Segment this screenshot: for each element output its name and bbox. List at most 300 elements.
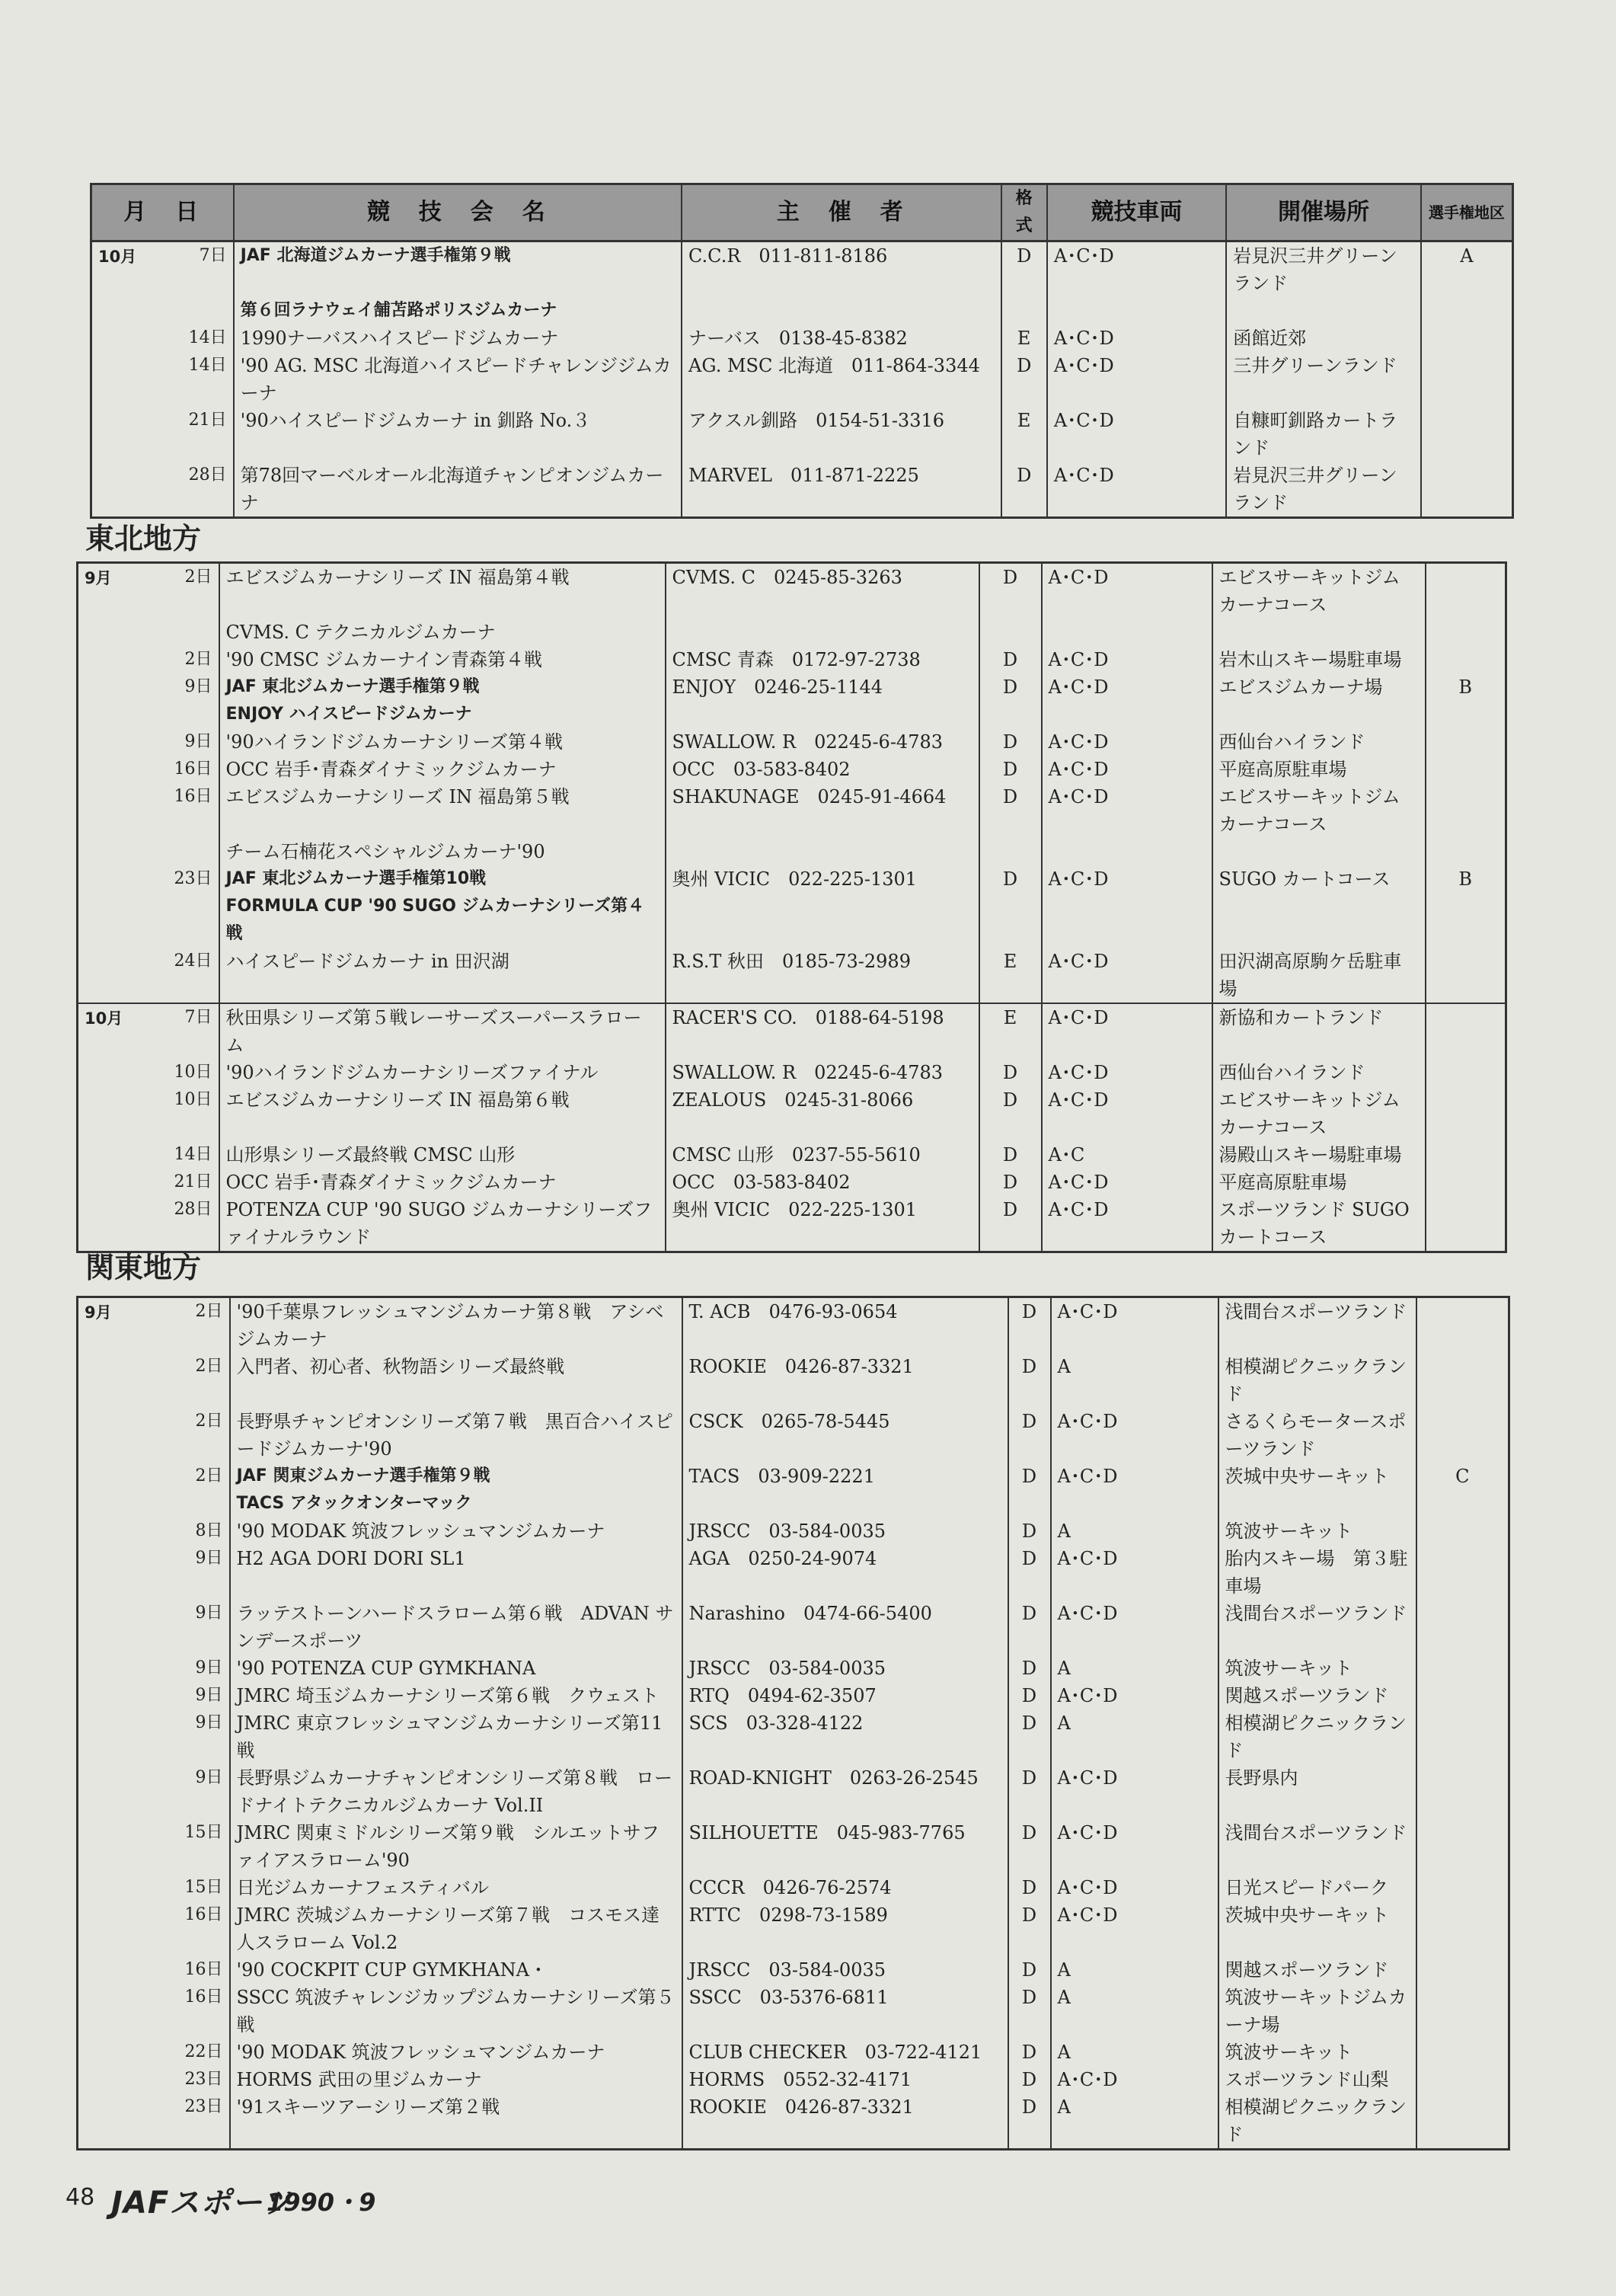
vehicles: A･C･D	[1047, 325, 1226, 352]
event-name: JAF 関東ジムカーナ選手権第９戦	[230, 1463, 682, 1490]
col-venue: 開催場所	[1226, 184, 1421, 241]
vehicles: A･C･D	[1051, 1545, 1218, 1600]
vehicles: A･C･D	[1051, 1901, 1218, 1956]
organizer	[666, 838, 979, 865]
day: 15日	[184, 1823, 223, 1842]
day: 9日	[184, 677, 212, 696]
date-cell	[78, 2039, 230, 2066]
date-cell	[78, 1682, 230, 1709]
organizer: ZEALOUS 0245-31-8066	[666, 1086, 979, 1141]
format: D	[979, 1169, 1042, 1196]
venue: 平庭高原駐車場	[1212, 1169, 1426, 1196]
organizer: MARVEL 011-871-2225	[682, 462, 1001, 518]
date-cell	[78, 1297, 230, 1354]
region	[1426, 701, 1506, 728]
region	[1416, 1490, 1509, 1517]
format: E	[1001, 325, 1047, 352]
organizer: Narashino 0474-66-5400	[682, 1600, 1008, 1655]
venue: 平庭高原駐車場	[1212, 756, 1426, 783]
format: D	[979, 673, 1042, 701]
col-format: 格式	[1001, 184, 1047, 241]
venue: 筑波サーキットジムカーナ場	[1218, 1984, 1416, 2039]
day: 2日	[195, 1357, 223, 1376]
col-region: 選手権地区	[1421, 184, 1513, 241]
region	[1416, 1709, 1509, 1764]
event-name: FORMULA CUP '90 SUGO ジムカーナシリーズ第４戦	[219, 893, 666, 948]
day: 10日	[174, 1063, 212, 1082]
hokkaido-schedule-table	[90, 183, 1514, 519]
venue: エビスサーキットジムカーナコース	[1212, 783, 1426, 838]
event-name: JAF 北海道ジムカーナ選手権第９戦	[234, 241, 682, 298]
vehicles: A･C･D	[1051, 1463, 1218, 1490]
event-name: ENJOY ハイスピードジムカーナ	[219, 701, 666, 728]
table-row	[91, 407, 1513, 462]
region	[1421, 297, 1513, 325]
vehicles: A	[1051, 1956, 1218, 1984]
event-name: チーム石楠花スペシャルジムカーナ'90	[219, 838, 666, 865]
vehicles: A･C･D	[1051, 2066, 1218, 2093]
venue	[1226, 297, 1421, 325]
event-name: ラッテストーンハードスラローム第６戦 ADVAN サンデースポーツ	[230, 1600, 682, 1655]
table-row	[78, 563, 1506, 619]
format	[979, 619, 1042, 646]
venue: 岩見沢三井グリーンランド	[1226, 462, 1421, 518]
vehicles: A･C･D	[1042, 756, 1212, 783]
event-name: エビスジムカーナシリーズ IN 福島第５戦	[219, 783, 666, 838]
event-name: JMRC 東京フレッシュマンジムカーナシリーズ第11戦	[230, 1709, 682, 1764]
vehicles: A･C･D	[1047, 462, 1226, 518]
date-cell	[78, 1764, 230, 1819]
vehicles: A･C･D	[1042, 948, 1212, 1003]
day: 9日	[195, 1686, 223, 1705]
vehicles: A	[1051, 1655, 1218, 1682]
day: 10日	[174, 1090, 212, 1109]
venue: 相模湖ピクニックランド	[1218, 2093, 1416, 2150]
venue: 相模湖ピクニックランド	[1218, 1709, 1416, 1764]
format: D	[1008, 2039, 1051, 2066]
region	[1416, 1408, 1509, 1463]
region	[1416, 2093, 1509, 2150]
table-row	[78, 1463, 1509, 1490]
day: 23日	[174, 869, 212, 888]
region: A	[1421, 241, 1513, 298]
format: D	[979, 756, 1042, 783]
region	[1426, 1196, 1506, 1252]
format: D	[1008, 1297, 1051, 1354]
format: D	[1008, 1874, 1051, 1901]
vehicles	[1051, 1490, 1218, 1517]
day: 2日	[195, 1412, 223, 1431]
organizer: 奥州 VICIC 022-225-1301	[666, 1196, 979, 1252]
format: D	[1008, 1984, 1051, 2039]
format: D	[1001, 352, 1047, 407]
region: B	[1426, 865, 1506, 893]
date-cell	[78, 1655, 230, 1682]
venue: エビスジムカーナ場	[1212, 673, 1426, 701]
table-row	[78, 1141, 1506, 1169]
table-row	[78, 1600, 1509, 1655]
region	[1426, 728, 1506, 756]
vehicles	[1042, 701, 1212, 728]
format: D	[979, 1059, 1042, 1086]
date-cell	[78, 1059, 219, 1086]
table-row	[78, 1517, 1509, 1545]
table-row	[78, 1819, 1509, 1874]
format: D	[1008, 1517, 1051, 1545]
table-row	[78, 1682, 1509, 1709]
region	[1426, 1141, 1506, 1169]
venue: 茨城中央サーキット	[1218, 1463, 1416, 1490]
format: D	[1008, 1956, 1051, 1984]
day: 21日	[188, 411, 227, 430]
venue: 田沢湖高原駒ケ岳駐車場	[1212, 948, 1426, 1003]
table-row	[91, 325, 1513, 352]
tohoku-schedule-table	[76, 561, 1507, 1253]
organizer	[666, 893, 979, 948]
day: 9日	[184, 732, 212, 751]
day: 9日	[195, 1658, 223, 1677]
organizer: SWALLOW. R 02245-6-4783	[666, 1059, 979, 1086]
day: 16日	[184, 1905, 223, 1924]
venue: エビスサーキットジムカーナコース	[1212, 563, 1426, 619]
date-cell	[78, 893, 219, 948]
table-row	[78, 2066, 1509, 2093]
vehicles: A	[1051, 2093, 1218, 2150]
format: D	[979, 1196, 1042, 1252]
date-cell	[78, 1353, 230, 1408]
region	[1426, 948, 1506, 1003]
date-cell	[91, 297, 234, 325]
date-cell	[78, 1408, 230, 1463]
date-cell	[78, 756, 219, 783]
date-cell	[78, 1600, 230, 1655]
format: D	[1008, 1901, 1051, 1956]
region	[1416, 1819, 1509, 1874]
organizer	[682, 1490, 1008, 1517]
vehicles: A･C･D	[1042, 865, 1212, 893]
event-name: JMRC 茨城ジムカーナシリーズ第７戦 コスモス達人スラローム Vol.2	[230, 1901, 682, 1956]
venue: 筑波サーキット	[1218, 1517, 1416, 1545]
table-row	[78, 1353, 1509, 1408]
table-row	[78, 1655, 1509, 1682]
organizer: RACER'S CO. 0188-64-5198	[666, 1003, 979, 1059]
venue	[1212, 893, 1426, 948]
date-cell	[78, 1956, 230, 1984]
organizer: AG. MSC 北海道 011-864-3344	[682, 352, 1001, 407]
format: D	[1008, 1655, 1051, 1682]
date-cell	[78, 1169, 219, 1196]
venue: 浅間台スポーツランド	[1218, 1297, 1416, 1354]
region	[1426, 563, 1506, 619]
venue: 日光スピードパーク	[1218, 1874, 1416, 1901]
event-name: 入門者、初心者、秋物語シリーズ最終戦	[230, 1353, 682, 1408]
date-cell	[78, 1709, 230, 1764]
vehicles	[1042, 893, 1212, 948]
organizer	[666, 619, 979, 646]
venue: SUGO カートコース	[1212, 865, 1426, 893]
region: B	[1426, 673, 1506, 701]
date-cell	[78, 728, 219, 756]
month: 10月	[98, 248, 137, 266]
event-name: TACS アタックオンターマック	[230, 1490, 682, 1517]
vehicles	[1042, 838, 1212, 865]
day: 14日	[174, 1145, 212, 1164]
region	[1416, 1874, 1509, 1901]
format: D	[1008, 1764, 1051, 1819]
organizer	[666, 701, 979, 728]
organizer: CVMS. C 0245-85-3263	[666, 563, 979, 619]
region	[1416, 1297, 1509, 1354]
day: 28日	[188, 465, 227, 484]
table-row	[78, 728, 1506, 756]
table-row	[78, 838, 1506, 865]
vehicles: A･C･D	[1047, 407, 1226, 462]
region	[1421, 462, 1513, 518]
vehicles: A･C･D	[1051, 1297, 1218, 1354]
organizer: ナーバス 0138-45-8382	[682, 325, 1001, 352]
format: D	[1008, 1682, 1051, 1709]
date-cell	[78, 1545, 230, 1600]
date-cell	[78, 838, 219, 865]
date-cell	[78, 646, 219, 673]
vehicles	[1047, 297, 1226, 325]
venue: 相模湖ピクニックランド	[1218, 1353, 1416, 1408]
vehicles: A･C･D	[1047, 352, 1226, 407]
venue: 西仙台ハイランド	[1212, 728, 1426, 756]
region	[1426, 1059, 1506, 1086]
table-row	[91, 462, 1513, 518]
vehicles: A･C･D	[1042, 1059, 1212, 1086]
region	[1426, 893, 1506, 948]
format: E	[979, 948, 1042, 1003]
event-name: CVMS. C テクニカルジムカーナ	[219, 619, 666, 646]
date-cell	[91, 241, 234, 298]
venue	[1212, 838, 1426, 865]
organizer	[682, 297, 1001, 325]
day: 22日	[184, 2042, 223, 2061]
organizer: CSCK 0265-78-5445	[682, 1408, 1008, 1463]
format: D	[1001, 462, 1047, 518]
organizer: OCC 03-583-8402	[666, 1169, 979, 1196]
event-name: '90ハイランドジムカーナシリーズファイナル	[219, 1059, 666, 1086]
organizer: JRSCC 03-584-0035	[682, 1655, 1008, 1682]
region	[1426, 756, 1506, 783]
organizer: SHAKUNAGE 0245-91-4664	[666, 783, 979, 838]
organizer: C.C.R 011-811-8186	[682, 241, 1001, 298]
date-cell	[78, 1490, 230, 1517]
format: D	[979, 646, 1042, 673]
organizer: TACS 03-909-2221	[682, 1463, 1008, 1490]
event-name: JMRC 埼玉ジムカーナシリーズ第６戦 クウェスト	[230, 1682, 682, 1709]
table-row	[78, 783, 1506, 838]
event-name: SSCC 筑波チャレンジカップジムカーナシリーズ第５戦	[230, 1984, 682, 2039]
event-name: '90 POTENZA CUP GYMKHANA	[230, 1655, 682, 1682]
table-row	[78, 756, 1506, 783]
organizer: JRSCC 03-584-0035	[682, 1517, 1008, 1545]
region	[1416, 1764, 1509, 1819]
format: D	[979, 728, 1042, 756]
organizer: RTTC 0298-73-1589	[682, 1901, 1008, 1956]
venue: 函館近郊	[1226, 325, 1421, 352]
vehicles: A･C･D	[1042, 563, 1212, 619]
table-row	[78, 1297, 1509, 1354]
vehicles: A･C･D	[1042, 783, 1212, 838]
day: 28日	[174, 1200, 212, 1219]
date-cell	[78, 1984, 230, 2039]
venue: 長野県内	[1218, 1764, 1416, 1819]
col-organizer: 主 催 者	[682, 184, 1001, 241]
day: 23日	[184, 2070, 223, 2089]
day: 9日	[195, 1549, 223, 1568]
table-row	[78, 2039, 1509, 2066]
event-name: '90 MODAK 筑波フレッシュマンジムカーナ	[230, 2039, 682, 2066]
region	[1426, 1003, 1506, 1059]
format: D	[1008, 1600, 1051, 1655]
date-cell	[78, 1874, 230, 1901]
table-row	[78, 646, 1506, 673]
date-cell	[78, 865, 219, 893]
day: 2日	[195, 1466, 223, 1485]
col-event-name: 競 技 会 名	[234, 184, 682, 241]
organizer: CMSC 青森 0172-97-2738	[666, 646, 979, 673]
region	[1416, 2039, 1509, 2066]
format: D	[1008, 2066, 1051, 2093]
event-name: '90 MODAK 筑波フレッシュマンジムカーナ	[230, 1517, 682, 1545]
vehicles: A	[1051, 1709, 1218, 1764]
table-row	[91, 241, 1513, 298]
event-name: 山形県シリーズ最終戦 CMSC 山形	[219, 1141, 666, 1169]
day: 16日	[184, 1987, 223, 2007]
date-cell	[91, 462, 234, 518]
venue	[1212, 701, 1426, 728]
region	[1426, 619, 1506, 646]
kanto-schedule-table	[76, 1296, 1510, 2151]
venue	[1218, 1490, 1416, 1517]
day: 16日	[174, 759, 212, 779]
organizer: SCS 03-328-4122	[682, 1709, 1008, 1764]
organizer: R.S.T 秋田 0185-73-2989	[666, 948, 979, 1003]
event-name: '90千葉県フレッシュマンジムカーナ第８戦 アシベジムカーナ	[230, 1297, 682, 1354]
venue: 三井グリーンランド	[1226, 352, 1421, 407]
event-name: 1990ナーバスハイスピードジムカーナ	[234, 325, 682, 352]
format: D	[1008, 1408, 1051, 1463]
table-row	[78, 1956, 1509, 1984]
organizer: SWALLOW. R 02245-6-4783	[666, 728, 979, 756]
date-cell	[91, 325, 234, 352]
venue: 浅間台スポーツランド	[1218, 1819, 1416, 1874]
region	[1416, 1655, 1509, 1682]
format	[1001, 297, 1047, 325]
date-cell	[78, 1141, 219, 1169]
vehicles: A･C･D	[1042, 1086, 1212, 1141]
event-name: エビスジムカーナシリーズ IN 福島第６戦	[219, 1086, 666, 1141]
format: D	[979, 563, 1042, 619]
venue: 岩見沢三井グリーンランド	[1226, 241, 1421, 298]
vehicles: A･C･D	[1051, 1874, 1218, 1901]
day: 7日	[199, 246, 227, 265]
date-cell	[78, 673, 219, 701]
format: D	[1008, 1353, 1051, 1408]
table-row	[78, 1874, 1509, 1901]
region	[1421, 325, 1513, 352]
venue: 岩木山スキー場駐車場	[1212, 646, 1426, 673]
event-name: POTENZA CUP '90 SUGO ジムカーナシリーズファイナルラウンド	[219, 1196, 666, 1252]
section-title-kanto: 関東地方	[85, 1251, 202, 1284]
event-name: JMRC 関東ミドルシリーズ第９戦 シルエットサファイアスラローム'90	[230, 1819, 682, 1874]
day: 16日	[174, 787, 212, 806]
venue	[1212, 619, 1426, 646]
day: 15日	[184, 1878, 223, 1897]
vehicles: A	[1051, 2039, 1218, 2066]
date-cell	[78, 1901, 230, 1956]
date-cell	[78, 1819, 230, 1874]
region	[1426, 646, 1506, 673]
region	[1426, 838, 1506, 865]
region	[1416, 1956, 1509, 1984]
format: E	[1001, 407, 1047, 462]
day: 8日	[195, 1521, 223, 1540]
format: D	[979, 783, 1042, 838]
date-cell	[78, 619, 219, 646]
organizer: ROAD-KNIGHT 0263-26-2545	[682, 1764, 1008, 1819]
date-cell	[78, 2066, 230, 2093]
vehicles: A･C･D	[1042, 1196, 1212, 1252]
date-cell	[78, 948, 219, 1003]
format: D	[1008, 1463, 1051, 1490]
day: 14日	[188, 356, 227, 375]
table-row	[78, 893, 1506, 948]
month: 9月	[85, 1303, 112, 1322]
vehicles: A･C･D	[1042, 728, 1212, 756]
event-name: '90ハイランドジムカーナシリーズ第４戦	[219, 728, 666, 756]
day: 2日	[195, 1302, 223, 1321]
event-name: '91スキーツアーシリーズ第２戦	[230, 2093, 682, 2150]
format: D	[979, 865, 1042, 893]
table-row	[78, 1169, 1506, 1196]
issue-date: 1990・9	[267, 2188, 376, 2217]
event-name: エビスジムカーナシリーズ IN 福島第４戦	[219, 563, 666, 619]
format	[979, 893, 1042, 948]
day: 9日	[195, 1768, 223, 1787]
vehicles: A	[1051, 1353, 1218, 1408]
date-cell	[91, 407, 234, 462]
day: 14日	[188, 328, 227, 347]
table-row	[78, 1901, 1509, 1956]
vehicles: A	[1051, 1517, 1218, 1545]
region	[1426, 783, 1506, 838]
venue: 関越スポーツランド	[1218, 1956, 1416, 1984]
vehicles: A	[1051, 1984, 1218, 2039]
event-name: ハイスピードジムカーナ in 田沢湖	[219, 948, 666, 1003]
month: 9月	[85, 569, 112, 587]
table-row	[78, 1984, 1509, 2039]
table-row	[78, 1086, 1506, 1141]
event-name: 日光ジムカーナフェスティバル	[230, 1874, 682, 1901]
vehicles: A･C･D	[1051, 1764, 1218, 1819]
event-name: OCC 岩手･青森ダイナミックジムカーナ	[219, 756, 666, 783]
format: D	[979, 1141, 1042, 1169]
table-row	[78, 1490, 1509, 1517]
col-vehicles: 競技車両	[1047, 184, 1226, 241]
day: 9日	[195, 1713, 223, 1732]
region	[1416, 1600, 1509, 1655]
day: 9日	[195, 1604, 223, 1623]
table-row	[78, 865, 1506, 893]
vehicles: A･C	[1042, 1141, 1212, 1169]
organizer: 奥州 VICIC 022-225-1301	[666, 865, 979, 893]
magazine-logo: JAFスポーツ	[111, 2186, 293, 2221]
vehicles: A･C･D	[1051, 1408, 1218, 1463]
